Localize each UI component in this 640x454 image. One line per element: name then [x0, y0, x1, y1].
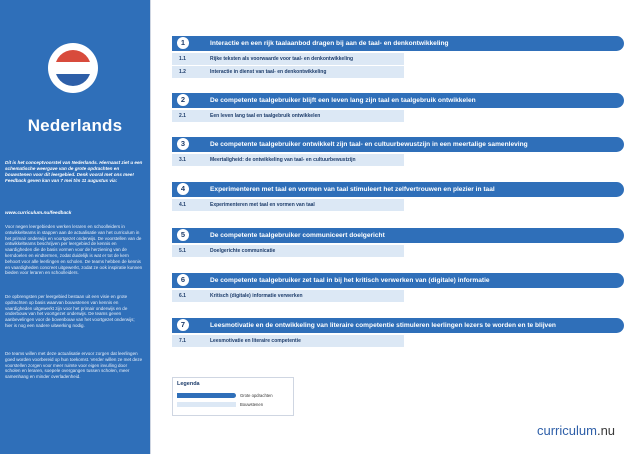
- theme-block-3: [172, 137, 624, 166]
- description-paragraph-2: De opbrengsten per leergebied bestaan uit een visie en grote opdrachten op basis waarvan bouwstenen van kennis en vaardigheden uitgewerkt zijn voor het primair onderwijs en de onderbouw van het voortgezet onderwijs. De teams geven aanbevelingen voor de bovenbouw van het voortgezet onderwijs; hier is nog een nadere uitwerking nodig.: [5, 294, 135, 328]
- description-paragraph-3: De teams willen met deze actualisatie ervoor zorgen dat leerlingen goed worden voorbereid op hun toekomst. Verder willen ze met deze voorstellen zorgen voor meer ruimte voor eigen invulling door scholen en leraren, soepele overgangen tussen scholen, meer samenhang en minder overladenheid.: [5, 351, 143, 380]
- sub-row[interactable]: [172, 245, 404, 257]
- sub-code: 7.1: [179, 337, 186, 344]
- theme-bar[interactable]: [172, 273, 624, 288]
- sub-row[interactable]: [172, 199, 404, 211]
- sub-text: Experimenteren met taal en vormen van taal: [210, 201, 315, 208]
- theme-bar[interactable]: [172, 137, 624, 152]
- theme-number-badge: 6: [176, 273, 190, 287]
- legend-swatch-small: [177, 402, 236, 407]
- sub-row[interactable]: [172, 290, 404, 302]
- theme-block-6: [172, 273, 624, 302]
- theme-number-badge: 3: [176, 137, 190, 151]
- logo-part-1: curricul: [537, 423, 579, 438]
- theme-block-7: [172, 318, 624, 347]
- theme-block-4: [172, 182, 624, 211]
- theme-title: De competente taalgebruiker communiceert doelgericht: [210, 232, 385, 239]
- divider: [150, 0, 151, 454]
- legend-label-big: Grote opdrachten: [240, 393, 273, 398]
- theme-block-1: [172, 36, 624, 78]
- feedback-link[interactable]: www.curriculum.nu/feedback: [5, 211, 72, 216]
- theme-title: De competente taalgebruiker zet taal in bij het kritisch verwerken van (digitale) informatie: [210, 277, 490, 284]
- theme-bar[interactable]: [172, 228, 624, 243]
- dutch-flag-icon: [55, 50, 91, 86]
- theme-bar[interactable]: [172, 318, 624, 333]
- theme-block-2: [172, 93, 624, 122]
- theme-bar[interactable]: [172, 93, 624, 108]
- sub-text: Rijke teksten als voorwaarde voor taal- en denkontwikkeling: [210, 55, 354, 62]
- sub-code: 6.1: [179, 292, 186, 299]
- theme-bar[interactable]: [172, 182, 624, 197]
- legend-swatch-big: [177, 393, 236, 398]
- sub-code: 4.1: [179, 201, 186, 208]
- legend-box: [172, 377, 294, 416]
- theme-title: Leesmotivatie en de ontwikkeling van literaire competentie stimuleren leerlingen lezers te worden en te blijven: [210, 322, 556, 329]
- subject-title: Nederlands: [27, 116, 123, 135]
- sub-row[interactable]: [172, 53, 404, 65]
- sub-code: 1.1: [179, 55, 186, 62]
- sidebar: [0, 0, 150, 454]
- sub-code: 5.1: [179, 247, 186, 254]
- theme-title: De competente taalgebruiker ontwikkelt zijn taal- en cultuurbewustzijn in een meertalige samenleving: [210, 141, 528, 148]
- logo-part-2: um: [578, 423, 597, 438]
- curriculum-nu-logo: [537, 423, 615, 438]
- sub-text: Een leven lang taal en taalgebruik ontwikkelen: [210, 112, 321, 119]
- theme-bar[interactable]: [172, 36, 624, 51]
- theme-block-5: [172, 228, 624, 257]
- sub-row[interactable]: [172, 66, 404, 78]
- sub-text: Kritisch (digitale) informatie verwerken: [210, 292, 303, 299]
- sub-text: Interactie in dienst van taal- en denkontwikkeling: [210, 69, 327, 75]
- intro-text: Dit is het conceptvoorstel van Nederlands. Hiernaast ziet u een schematische weergave van de grote opdrachten en bouwstenen voor dit leergebied. Denk vooral met ons mee! Feedback geven kan van 7 mei t/m 11 augustus via:: [5, 160, 143, 183]
- sub-code: 2.1: [179, 112, 186, 119]
- legend-label-small: Bouwstenen: [240, 402, 264, 407]
- sub-row[interactable]: [172, 110, 404, 122]
- sub-text: Leesmotivatie en literaire competentie: [210, 337, 301, 344]
- theme-number-badge: 7: [176, 318, 190, 332]
- sub-code: 3.1: [179, 156, 186, 163]
- sub-text: Doelgerichte communicatie: [210, 247, 276, 254]
- sub-code: 1.2: [179, 69, 186, 75]
- theme-title: Experimenteren met taal en vormen van taal stimuleert het zelfvertrouwen en plezier in taal: [210, 186, 495, 193]
- description-paragraph-1: Voor negen leergebieden werken leraren en schoolleiders in ontwikkelteams in stappen aan de actualisatie van het curriculum in het primair onderwijs en voortgezet onderwijs. De voorstellen van de ontwikkelteams beschrijven per leergebied de kennis en vaardigheden die de basis vormen voor de herziening van de kerndoelen en eindtermen, zodat duidelijk is wat er tot de kern behoort voor alle leerlingen en scholen. De teams hebben de kennis en vaardigheden concreet uitgewerkt, zodat ze ook inspiratie kunnen bieden voor leraren en schoolleiders.: [5, 224, 143, 276]
- theme-number-badge: 1: [176, 36, 190, 50]
- theme-number-badge: 5: [176, 228, 190, 242]
- logo-part-3: .nu: [596, 423, 616, 438]
- theme-title: Interactie en een rijk taalaanbod dragen bij aan de taal- en denkontwikkeling: [210, 40, 449, 47]
- sub-text: Meertaligheid: de ontwikkeling van taal- en cultuurbewustzijn: [210, 156, 356, 163]
- sub-row[interactable]: [172, 154, 404, 166]
- flag-badge: [48, 43, 98, 93]
- sub-row[interactable]: [172, 335, 404, 347]
- theme-title: De competente taalgebruiker blijft een leven lang zijn taal en taalgebruik ontwikkelen: [210, 97, 476, 104]
- legend-title: Legenda: [177, 381, 200, 387]
- theme-number-badge: 2: [176, 93, 190, 107]
- theme-number-badge: 4: [176, 182, 190, 196]
